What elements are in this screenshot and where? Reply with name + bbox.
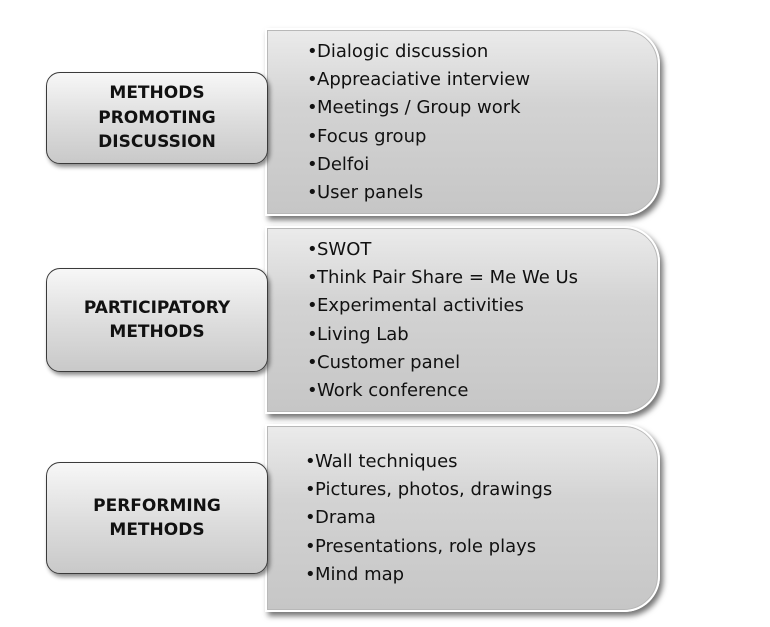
- list-item: •Mind map: [305, 563, 405, 585]
- list-item: •Experimental activities: [307, 295, 524, 317]
- category-label: [46, 72, 268, 164]
- list-item: •Dialogic discussion: [307, 41, 489, 62]
- list-item: •Pictures, photos, drawings: [305, 479, 553, 501]
- item-list: [307, 236, 578, 405]
- category-label-line: PROMOTING: [98, 107, 216, 128]
- list-item: •Meetings / Group work: [307, 97, 521, 119]
- list-item: •Appreaciative interview: [307, 69, 531, 91]
- list-item: •Presentations, role plays: [305, 535, 537, 557]
- category-label-line: METHODS: [109, 83, 205, 104]
- category-label: [46, 268, 268, 372]
- items-panel: [265, 226, 660, 414]
- list-item: •Wall techniques: [305, 451, 458, 472]
- list-item: •Focus group: [307, 125, 427, 147]
- list-item: •Work conference: [307, 380, 469, 402]
- list-item: •Think Pair Share = Me We Us: [307, 267, 579, 289]
- list-item: •Drama: [305, 507, 376, 529]
- category-label-line: PERFORMING: [93, 495, 221, 516]
- list-item: •User panels: [307, 182, 424, 204]
- list-item: •Delfoi: [307, 153, 370, 175]
- category-label-line: DISCUSSION: [98, 132, 216, 153]
- category-label: [46, 462, 268, 574]
- item-list: [305, 448, 552, 589]
- list-item: •SWOT: [307, 239, 372, 260]
- list-item: •Customer panel: [307, 351, 461, 373]
- category-label-line: PARTICIPATORY: [83, 297, 231, 318]
- list-item: •Living Lab: [307, 323, 409, 345]
- item-list: [307, 38, 530, 207]
- items-panel: [265, 424, 660, 612]
- items-panel: [265, 28, 660, 216]
- category-label-line: METHODS: [109, 322, 205, 342]
- category-label-line: METHODS: [109, 520, 205, 540]
